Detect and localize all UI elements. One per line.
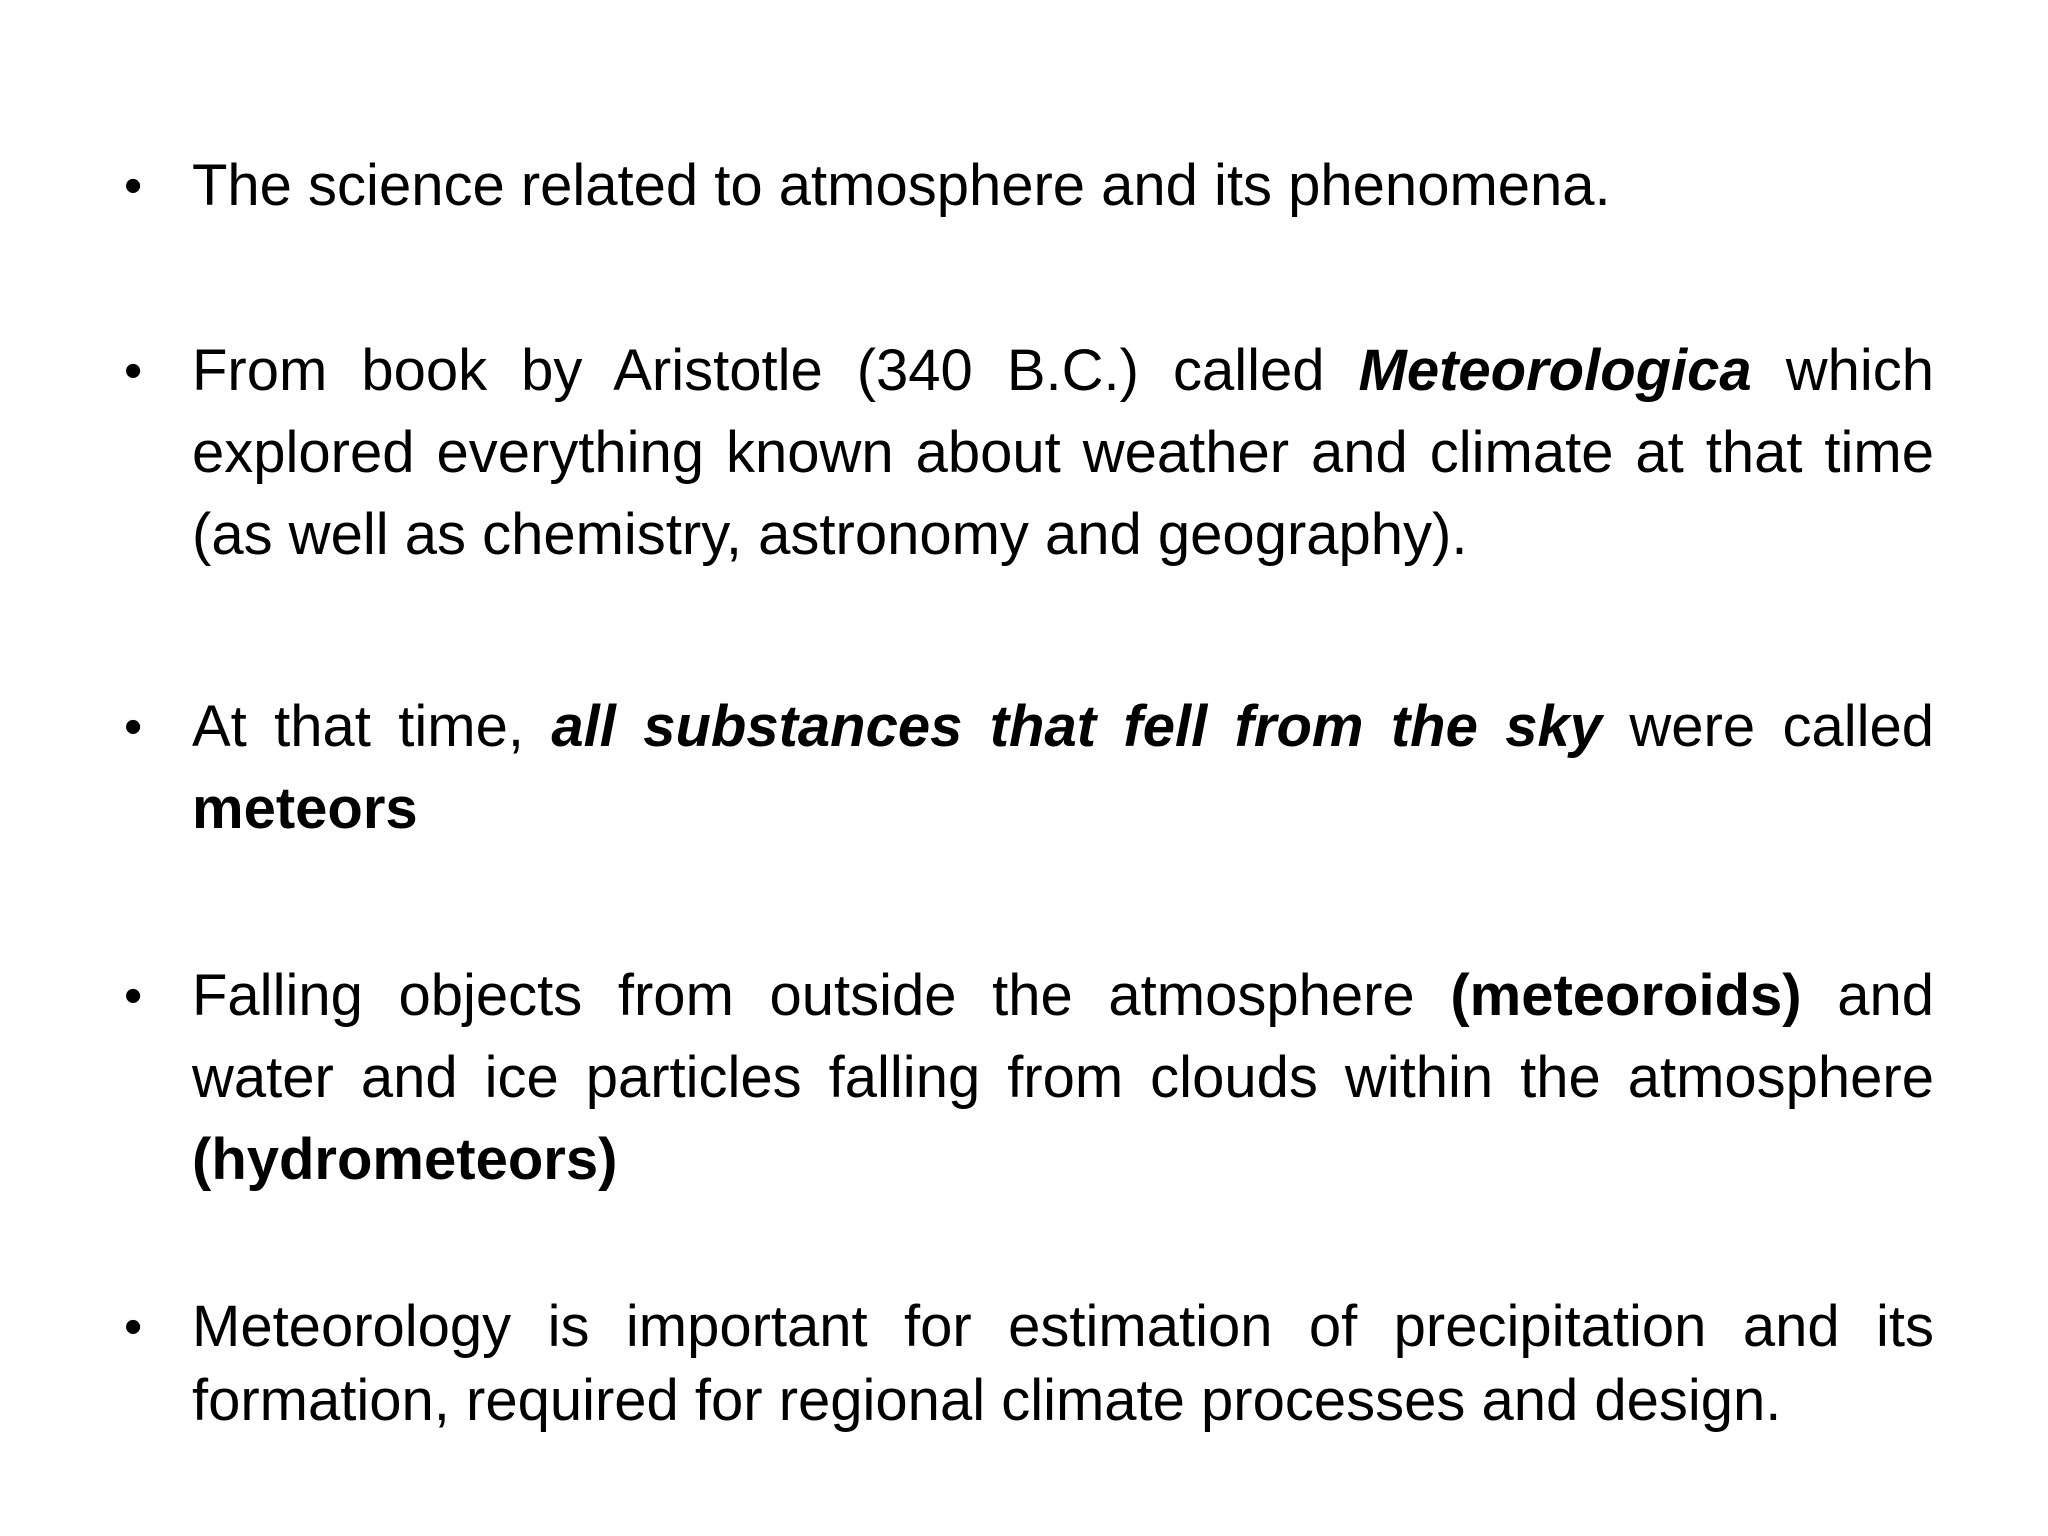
emphasis-hydrometeors: (hydrometeors) — [192, 1127, 618, 1192]
bullet-icon: • — [124, 342, 143, 400]
bullet-item-meteorology-importance — [124, 1290, 1934, 1438]
emphasis-substances: all substances that fell from the sky — [551, 694, 1602, 759]
text-segment: Falling objects from outside the atmosphere — [192, 963, 1451, 1028]
bullet-icon: • — [124, 157, 143, 215]
text-segment: which explored everything known about weather and climate at that time (as well as chemistry, astronomy and geography). — [192, 338, 1934, 567]
bullet-icon: • — [124, 967, 143, 1025]
bullet-item-falling-objects — [124, 955, 1934, 1201]
text-segment: At that time, — [192, 694, 552, 759]
bullet-icon: • — [124, 1298, 143, 1356]
emphasis-meteors: meteors — [192, 776, 418, 841]
text-segment: and water and ice particles falling from clouds within the atmosphere — [192, 963, 1934, 1110]
text-segment: From book by Aristotle (340 B.C.) called — [192, 338, 1359, 403]
bullet-item-meteors — [124, 686, 1934, 850]
emphasis-book-title: Meteorologica — [1358, 338, 1752, 403]
text-segment: Meteorology is important for estimation of precipitation and its formation, required for regional climate processes and design. — [192, 1294, 1934, 1433]
bullet-text — [192, 686, 1934, 850]
text-segment: The science related to atmosphere and its phenomena. — [192, 153, 1611, 218]
bullet-text — [192, 330, 1934, 576]
emphasis-meteoroids: (meteoroids) — [1450, 963, 1802, 1028]
bullet-text — [192, 955, 1934, 1201]
text-segment: were called — [1602, 694, 1935, 759]
bullet-item-aristotle — [124, 330, 1934, 576]
bullet-text — [192, 1290, 1934, 1438]
bullet-text — [192, 145, 1934, 227]
bullet-icon: • — [124, 698, 143, 756]
bullet-item-science-definition — [124, 145, 1934, 227]
